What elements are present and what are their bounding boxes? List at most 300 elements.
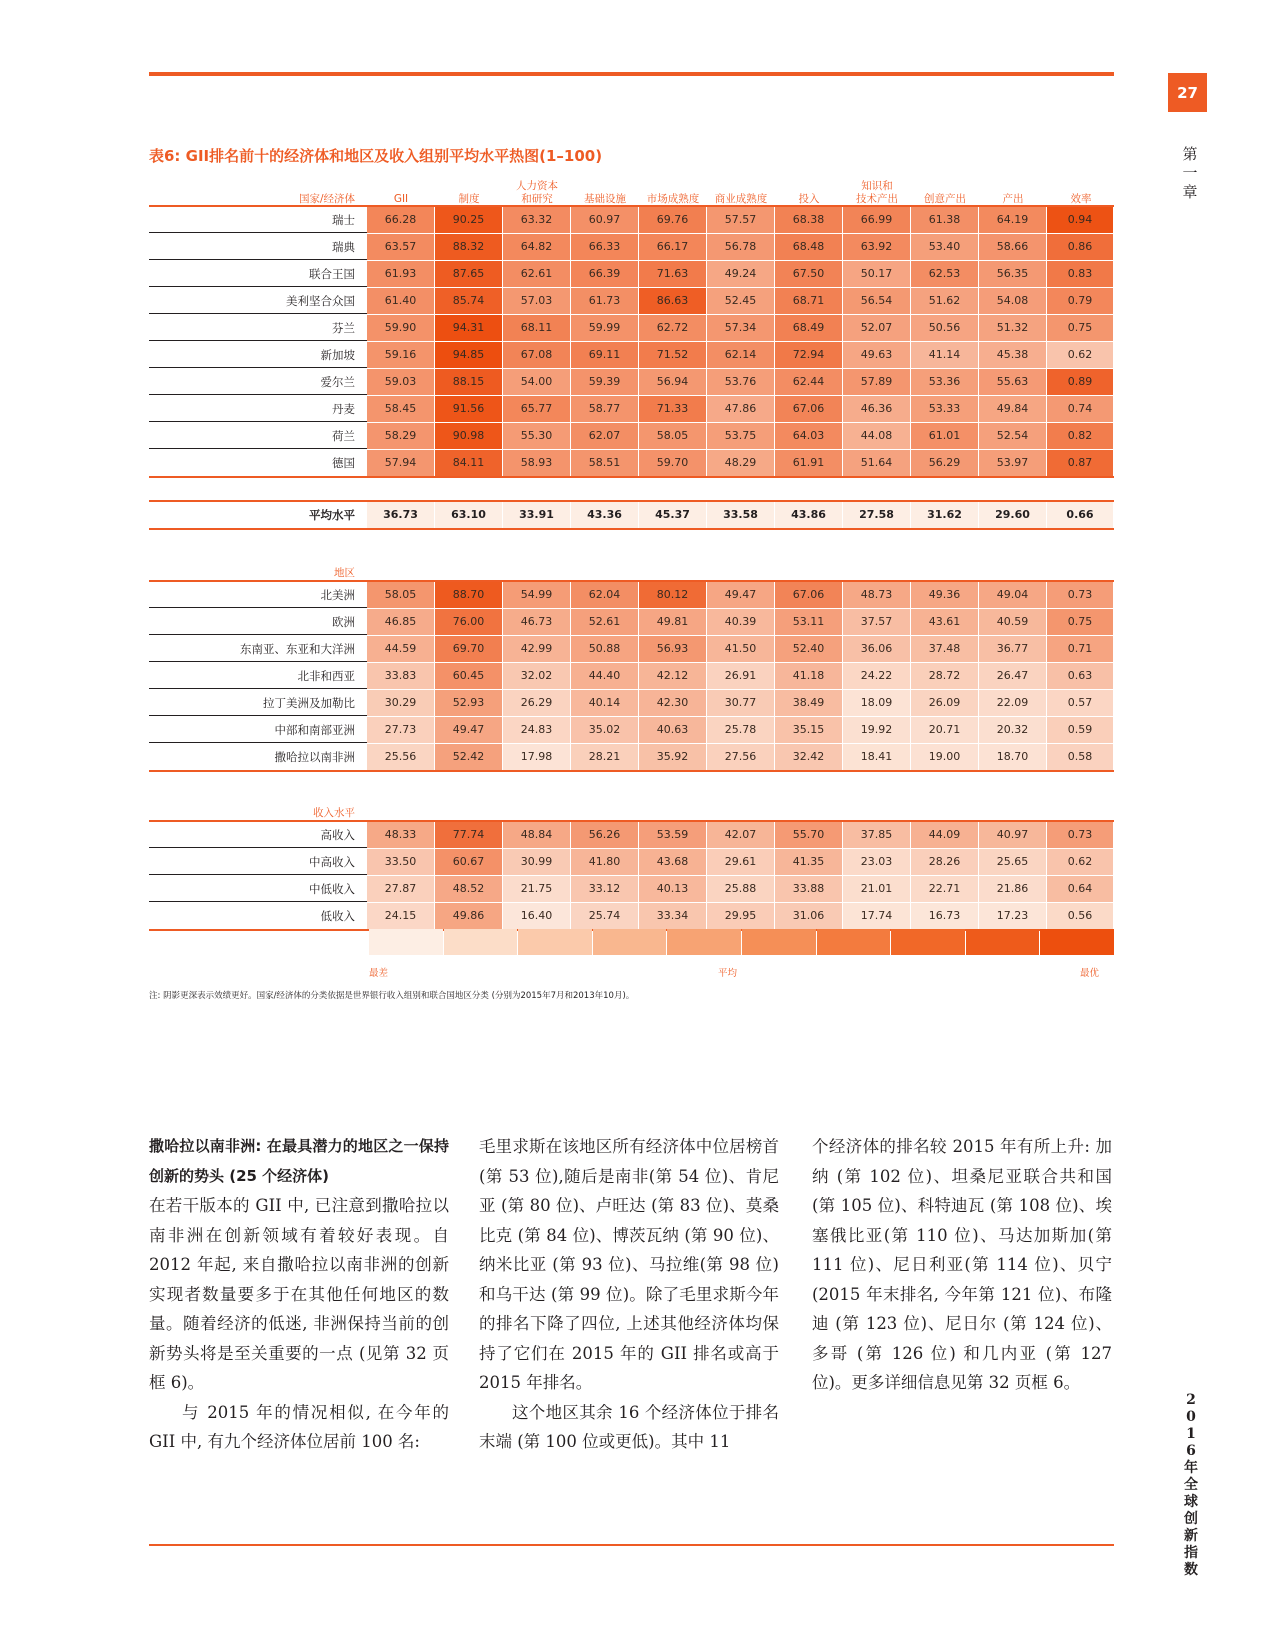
heat-cell: 24.83 <box>503 717 570 743</box>
heat-cell: 58.66 <box>979 234 1046 260</box>
heat-cell: 62.14 <box>707 342 774 368</box>
row-label: 联合王国 <box>149 261 367 287</box>
legend-mid-label: 平均 <box>718 968 738 979</box>
heat-cell: 0.59 <box>1047 717 1113 743</box>
heat-cell: 17.74 <box>843 903 910 929</box>
heat-cell: 90.25 <box>435 207 502 233</box>
heat-cell: 60.45 <box>435 663 502 689</box>
heat-cell: 90.98 <box>435 423 502 449</box>
heat-cell: 41.35 <box>775 849 842 875</box>
heat-cell: 55.30 <box>503 423 570 449</box>
heat-cell: 41.50 <box>707 636 774 662</box>
region-row <box>149 582 1114 609</box>
heat-cell: 51.62 <box>911 288 978 314</box>
average-row-table <box>149 500 1114 530</box>
heat-cell: 30.99 <box>503 849 570 875</box>
heat-cell: 41.80 <box>571 849 638 875</box>
heat-cell: 40.14 <box>571 690 638 716</box>
heat-cell: 0.94 <box>1047 207 1113 233</box>
heat-cell: 0.86 <box>1047 234 1113 260</box>
paragraph: 毛里求斯在该地区所有经济体中位居榜首(第 53 位),随后是南非(第 54 位)、肯尼亚 (第 80 位)、卢旺达 (第 83 位)、莫桑比克 (第 84 位)、博茨瓦纳 (第 90 位)、纳米比亚 (第 93 位)、马拉维(第 98 位) 和乌干达 (第 99 位)。除了毛里求斯今年的排名下降了四位, 上述其他经济体均保持了它们在 2015 年的 GII 排名或高于 2015 年排名。 <box>479 1137 779 1392</box>
heat-cell: 52.45 <box>707 288 774 314</box>
heat-cell: 40.59 <box>979 609 1046 635</box>
heat-cell: 62.61 <box>503 261 570 287</box>
heat-cell: 50.56 <box>911 315 978 341</box>
heat-cell: 51.64 <box>843 450 910 476</box>
country-row <box>149 396 1114 423</box>
heat-cell: 62.72 <box>639 315 706 341</box>
heat-cell: 21.86 <box>979 876 1046 902</box>
heat-cell: 60.67 <box>435 849 502 875</box>
heat-cell: 25.88 <box>707 876 774 902</box>
heat-cell: 30.77 <box>707 690 774 716</box>
heat-cell: 26.47 <box>979 663 1046 689</box>
heat-cell: 26.29 <box>503 690 570 716</box>
heat-cell: 62.53 <box>911 261 978 287</box>
country-heatmap-table <box>149 205 1114 478</box>
heat-cell: 49.86 <box>435 903 502 929</box>
region-row <box>149 690 1114 717</box>
row-label: 低收入 <box>320 909 355 923</box>
row-label: 欧洲 <box>149 609 367 635</box>
heat-cell: 45.38 <box>979 342 1046 368</box>
heat-cell: 53.76 <box>707 369 774 395</box>
heat-cell: 23.03 <box>843 849 910 875</box>
heat-cell: 69.11 <box>571 342 638 368</box>
column-header: 商业成熟度 <box>714 193 768 205</box>
heat-cell: 48.52 <box>435 876 502 902</box>
column-header: 人力资本 和研究 <box>516 180 558 205</box>
heat-cell: 77.74 <box>435 822 502 848</box>
country-row <box>149 450 1114 476</box>
legend-low-label: 最差 <box>369 968 389 979</box>
heat-cell: 42.12 <box>639 663 706 689</box>
heat-cell: 24.22 <box>843 663 910 689</box>
heat-cell: 26.09 <box>911 690 978 716</box>
heat-cell: 68.38 <box>775 207 842 233</box>
heat-cell: 0.56 <box>1047 903 1113 929</box>
region-section-label: 地区 <box>334 567 355 579</box>
heat-cell: 56.35 <box>979 261 1046 287</box>
row-label: 中部和南部亚洲 <box>149 717 367 743</box>
heat-cell: 33.91 <box>503 502 570 528</box>
heat-cell: 59.03 <box>367 369 434 395</box>
heat-cell: 0.79 <box>1047 288 1113 314</box>
row-label: 高收入 <box>149 822 367 848</box>
heat-cell: 68.71 <box>775 288 842 314</box>
heat-cell: 53.36 <box>911 369 978 395</box>
heat-cell: 40.63 <box>639 717 706 743</box>
income-row <box>149 903 1114 929</box>
heat-cell: 52.42 <box>435 744 502 770</box>
heat-cell: 56.26 <box>571 822 638 848</box>
row-label: 中高收入 <box>149 849 367 875</box>
body-column-3 <box>812 1132 1112 1398</box>
heat-cell: 33.12 <box>571 876 638 902</box>
heat-cell: 49.63 <box>843 342 910 368</box>
heat-cell: 37.48 <box>911 636 978 662</box>
legend-high-label: 最优 <box>1080 968 1100 979</box>
region-row <box>149 717 1114 744</box>
heat-cell: 42.07 <box>707 822 774 848</box>
income-section-label: 收入水平 <box>313 807 355 819</box>
income-row <box>149 822 1114 849</box>
heat-cell: 53.75 <box>707 423 774 449</box>
heat-cell: 37.57 <box>843 609 910 635</box>
column-header: GII <box>393 193 409 205</box>
heat-cell: 49.36 <box>911 582 978 608</box>
country-row <box>149 207 1114 234</box>
heat-cell: 56.78 <box>707 234 774 260</box>
heat-cell: 71.63 <box>639 261 706 287</box>
legend-swatch <box>966 929 1040 955</box>
heat-cell: 69.70 <box>435 636 502 662</box>
heat-cell: 57.57 <box>707 207 774 233</box>
heat-cell: 56.29 <box>911 450 978 476</box>
row-label: 撒哈拉以南非洲 <box>274 750 355 764</box>
heat-cell: 29.61 <box>707 849 774 875</box>
heat-cell: 44.08 <box>843 423 910 449</box>
heat-cell: 55.63 <box>979 369 1046 395</box>
income-row <box>149 876 1114 903</box>
heat-cell: 25.74 <box>571 903 638 929</box>
heat-cell: 57.34 <box>707 315 774 341</box>
heat-cell: 0.64 <box>1047 876 1113 902</box>
heat-cell: 52.07 <box>843 315 910 341</box>
heat-cell: 48.73 <box>843 582 910 608</box>
heat-cell: 38.49 <box>775 690 842 716</box>
heat-cell: 16.73 <box>911 903 978 929</box>
heat-cell: 61.91 <box>775 450 842 476</box>
heat-cell: 62.44 <box>775 369 842 395</box>
heat-cell: 65.77 <box>503 396 570 422</box>
heat-cell: 53.59 <box>639 822 706 848</box>
heat-cell: 58.93 <box>503 450 570 476</box>
heat-cell: 27.58 <box>843 502 910 528</box>
heat-cell: 67.50 <box>775 261 842 287</box>
country-row <box>149 342 1114 369</box>
heat-cell: 24.15 <box>367 903 434 929</box>
table-note: 注: 阴影更深表示效绩更好。国家/经济体的分类依据是世界银行收入组别和联合国地区分类 (分别为2015年7月和2013年10月)。 <box>149 991 635 1001</box>
heat-cell: 33.34 <box>639 903 706 929</box>
heat-cell: 59.70 <box>639 450 706 476</box>
heat-cell: 0.83 <box>1047 261 1113 287</box>
heat-cell: 31.06 <box>775 903 842 929</box>
heat-cell: 49.84 <box>979 396 1046 422</box>
heat-cell: 57.89 <box>843 369 910 395</box>
heat-cell: 29.95 <box>707 903 774 929</box>
heat-cell: 54.08 <box>979 288 1046 314</box>
row-label: 瑞典 <box>149 234 367 260</box>
heat-cell: 63.32 <box>503 207 570 233</box>
heat-cell: 59.16 <box>367 342 434 368</box>
heat-cell: 40.13 <box>639 876 706 902</box>
heat-cell: 68.49 <box>775 315 842 341</box>
heat-cell: 49.24 <box>707 261 774 287</box>
heat-cell: 0.66 <box>1047 502 1113 528</box>
heat-cell: 0.57 <box>1047 690 1113 716</box>
paragraph: 在若干版本的 GII 中, 已注意到撒哈拉以南非洲在创新领域有着较好表现。自 2012 年起, 来自撒哈拉以南非洲的创新实现者数量要多于在其他任何地区的数量。随着经济的低迷, 非洲保持当前的创新势头将是至关重要的一点 (见第 32 页框 6)。 <box>149 1196 449 1392</box>
heat-cell: 57.03 <box>503 288 570 314</box>
heat-cell: 49.04 <box>979 582 1046 608</box>
legend-swatch <box>817 929 891 955</box>
region-row <box>149 744 1114 770</box>
heat-cell: 33.50 <box>367 849 434 875</box>
row-label: 德国 <box>332 456 355 470</box>
heat-cell: 32.02 <box>503 663 570 689</box>
heat-cell: 44.40 <box>571 663 638 689</box>
heat-cell: 56.54 <box>843 288 910 314</box>
heat-cell: 59.90 <box>367 315 434 341</box>
heat-cell: 27.87 <box>367 876 434 902</box>
heat-cell: 64.82 <box>503 234 570 260</box>
heat-cell: 88.32 <box>435 234 502 260</box>
column-header: 知识和 技术产出 <box>856 180 898 205</box>
heat-cell: 62.04 <box>571 582 638 608</box>
heat-cell: 86.63 <box>639 288 706 314</box>
heat-cell: 46.73 <box>503 609 570 635</box>
row-label: 北美洲 <box>149 582 367 608</box>
heat-cell: 0.63 <box>1047 663 1113 689</box>
country-row <box>149 369 1114 396</box>
income-row <box>149 849 1114 876</box>
row-label: 北非和西亚 <box>149 663 367 689</box>
row-label: 爱尔兰 <box>149 369 367 395</box>
legend-swatch <box>1040 929 1114 955</box>
heat-cell: 52.61 <box>571 609 638 635</box>
heat-cell: 21.75 <box>503 876 570 902</box>
heat-cell: 63.10 <box>435 502 502 528</box>
heat-cell: 35.02 <box>571 717 638 743</box>
heat-cell: 42.99 <box>503 636 570 662</box>
heat-cell: 66.17 <box>639 234 706 260</box>
heat-cell: 33.88 <box>775 876 842 902</box>
heat-cell: 71.33 <box>639 396 706 422</box>
heat-cell: 91.56 <box>435 396 502 422</box>
heat-cell: 49.47 <box>707 582 774 608</box>
heat-cell: 58.05 <box>639 423 706 449</box>
legend-swatch <box>593 929 667 955</box>
region-heatmap-table <box>149 580 1114 772</box>
row-label: 美利坚合众国 <box>149 288 367 314</box>
heat-cell: 0.73 <box>1047 582 1113 608</box>
row-label: 东南亚、东亚和大洋洲 <box>149 636 367 662</box>
heat-cell: 45.37 <box>639 502 706 528</box>
heat-cell: 43.61 <box>911 609 978 635</box>
heat-cell: 0.75 <box>1047 315 1113 341</box>
top-rule <box>149 72 1114 76</box>
column-header: 市场成熟度 <box>646 193 700 205</box>
heat-cell: 53.97 <box>979 450 1046 476</box>
heat-cell: 50.88 <box>571 636 638 662</box>
heat-cell: 29.60 <box>979 502 1046 528</box>
heat-cell: 27.73 <box>367 717 434 743</box>
income-heatmap-table <box>149 820 1114 931</box>
heat-cell: 0.62 <box>1047 849 1113 875</box>
heat-cell: 25.56 <box>367 744 434 770</box>
heat-cell: 52.93 <box>435 690 502 716</box>
report-side-title: 2 0 1 6 年 全 球 创 新 指 数 <box>1184 1392 1198 1578</box>
heat-cell: 37.85 <box>843 822 910 848</box>
region-row <box>149 663 1114 690</box>
region-row <box>149 609 1114 636</box>
heat-cell: 27.56 <box>707 744 774 770</box>
row-label: 丹麦 <box>149 396 367 422</box>
heat-cell: 61.01 <box>911 423 978 449</box>
heat-cell: 43.68 <box>639 849 706 875</box>
heat-cell: 61.73 <box>571 288 638 314</box>
heat-cell: 48.29 <box>707 450 774 476</box>
country-row <box>149 261 1114 288</box>
heat-cell: 30.29 <box>367 690 434 716</box>
column-header: 投入 <box>798 193 820 205</box>
heat-cell: 67.08 <box>503 342 570 368</box>
heat-cell: 0.75 <box>1047 609 1113 635</box>
heat-cell: 41.18 <box>775 663 842 689</box>
heat-cell: 48.33 <box>367 822 434 848</box>
heat-cell: 18.09 <box>843 690 910 716</box>
heat-cell: 25.78 <box>707 717 774 743</box>
heat-cell: 0.58 <box>1047 744 1113 770</box>
legend-swatch <box>444 929 518 955</box>
country-row <box>149 315 1114 342</box>
heat-cell: 33.58 <box>707 502 774 528</box>
heat-cell: 19.00 <box>911 744 978 770</box>
heat-cell: 94.85 <box>435 342 502 368</box>
column-header: 效率 <box>1070 193 1092 205</box>
heat-cell: 54.00 <box>503 369 570 395</box>
heat-cell: 67.06 <box>775 582 842 608</box>
row-label: 平均水平 <box>309 508 355 522</box>
heat-cell: 53.11 <box>775 609 842 635</box>
region-row <box>149 636 1114 663</box>
heat-cell: 42.30 <box>639 690 706 716</box>
heat-cell: 17.98 <box>503 744 570 770</box>
column-header: 产出 <box>1002 193 1024 205</box>
average-row <box>149 502 1114 528</box>
heat-cell: 52.54 <box>979 423 1046 449</box>
heat-cell: 94.31 <box>435 315 502 341</box>
heat-cell: 0.71 <box>1047 636 1113 662</box>
row-label: 新加坡 <box>149 342 367 368</box>
heat-cell: 36.77 <box>979 636 1046 662</box>
heat-cell: 88.15 <box>435 369 502 395</box>
heat-cell: 28.26 <box>911 849 978 875</box>
legend-swatch <box>891 929 965 955</box>
heat-cell: 18.70 <box>979 744 1046 770</box>
heat-cell: 0.62 <box>1047 342 1113 368</box>
heat-cell: 76.00 <box>435 609 502 635</box>
row-label: 芬兰 <box>149 315 367 341</box>
heat-cell: 28.72 <box>911 663 978 689</box>
heat-cell: 59.99 <box>571 315 638 341</box>
heat-cell: 58.77 <box>571 396 638 422</box>
heat-cell: 22.71 <box>911 876 978 902</box>
heat-cell: 72.94 <box>775 342 842 368</box>
paragraph: 这个地区其余 16 个经济体位于排名末端 (第 100 位或更低)。其中 11 <box>479 1402 779 1451</box>
country-row <box>149 423 1114 450</box>
heat-cell: 55.70 <box>775 822 842 848</box>
heat-cell: 19.92 <box>843 717 910 743</box>
heat-cell: 0.89 <box>1047 369 1113 395</box>
legend-swatch <box>667 929 741 955</box>
heat-cell: 44.09 <box>911 822 978 848</box>
heat-cell: 22.09 <box>979 690 1046 716</box>
heat-cell: 53.40 <box>911 234 978 260</box>
heat-cell: 21.01 <box>843 876 910 902</box>
heat-cell: 64.19 <box>979 207 1046 233</box>
legend-swatch <box>742 929 816 955</box>
heat-cell: 66.33 <box>571 234 638 260</box>
heat-cell: 80.12 <box>639 582 706 608</box>
row-label: 荷兰 <box>149 423 367 449</box>
heat-cell: 59.39 <box>571 369 638 395</box>
column-header: 基础设施 <box>584 193 626 205</box>
heat-cell: 36.06 <box>843 636 910 662</box>
bottom-rule <box>149 1544 1114 1546</box>
heat-cell: 20.71 <box>911 717 978 743</box>
chapter-label: 第 一 章 <box>1182 145 1198 201</box>
heat-cell: 61.38 <box>911 207 978 233</box>
row-header-label: 国家/经济体 <box>298 193 355 205</box>
heat-cell: 50.17 <box>843 261 910 287</box>
heat-cell: 56.94 <box>639 369 706 395</box>
heat-cell: 0.82 <box>1047 423 1113 449</box>
legend-swatch <box>518 929 592 955</box>
heat-cell: 36.73 <box>367 502 434 528</box>
heat-cell: 20.32 <box>979 717 1046 743</box>
heat-cell: 61.93 <box>367 261 434 287</box>
heat-cell: 88.70 <box>435 582 502 608</box>
row-label: 拉丁美洲及加勒比 <box>149 690 367 716</box>
column-header: 创意产出 <box>924 193 966 205</box>
heat-cell: 0.73 <box>1047 822 1113 848</box>
body-column-2 <box>479 1132 779 1457</box>
legend-swatch <box>369 929 443 955</box>
heat-cell: 35.92 <box>639 744 706 770</box>
heat-cell: 46.36 <box>843 396 910 422</box>
heat-cell: 64.03 <box>775 423 842 449</box>
heat-cell: 48.84 <box>503 822 570 848</box>
page-number: 27 <box>1168 73 1207 112</box>
heat-cell: 57.94 <box>367 450 434 476</box>
heat-cell: 66.39 <box>571 261 638 287</box>
heat-cell: 63.92 <box>843 234 910 260</box>
heat-cell: 62.07 <box>571 423 638 449</box>
heat-cell: 25.65 <box>979 849 1046 875</box>
row-label: 中低收入 <box>149 876 367 902</box>
heat-cell: 60.97 <box>571 207 638 233</box>
country-row <box>149 234 1114 261</box>
body-column-1 <box>149 1132 449 1457</box>
heat-cell: 40.97 <box>979 822 1046 848</box>
heat-cell: 47.86 <box>707 396 774 422</box>
heat-cell: 56.93 <box>639 636 706 662</box>
heat-cell: 84.11 <box>435 450 502 476</box>
heat-cell: 16.40 <box>503 903 570 929</box>
heat-cell: 66.28 <box>367 207 434 233</box>
heat-cell: 17.23 <box>979 903 1046 929</box>
heat-cell: 58.05 <box>367 582 434 608</box>
row-label: 瑞士 <box>149 207 367 233</box>
heat-cell: 85.74 <box>435 288 502 314</box>
heat-cell: 53.33 <box>911 396 978 422</box>
heat-cell: 54.99 <box>503 582 570 608</box>
paragraph: 与 2015 年的情况相似, 在今年的 GII 中, 有九个经济体位居前 100 名: <box>149 1402 449 1451</box>
heat-cell: 87.65 <box>435 261 502 287</box>
heat-cell: 31.62 <box>911 502 978 528</box>
heat-cell: 49.47 <box>435 717 502 743</box>
